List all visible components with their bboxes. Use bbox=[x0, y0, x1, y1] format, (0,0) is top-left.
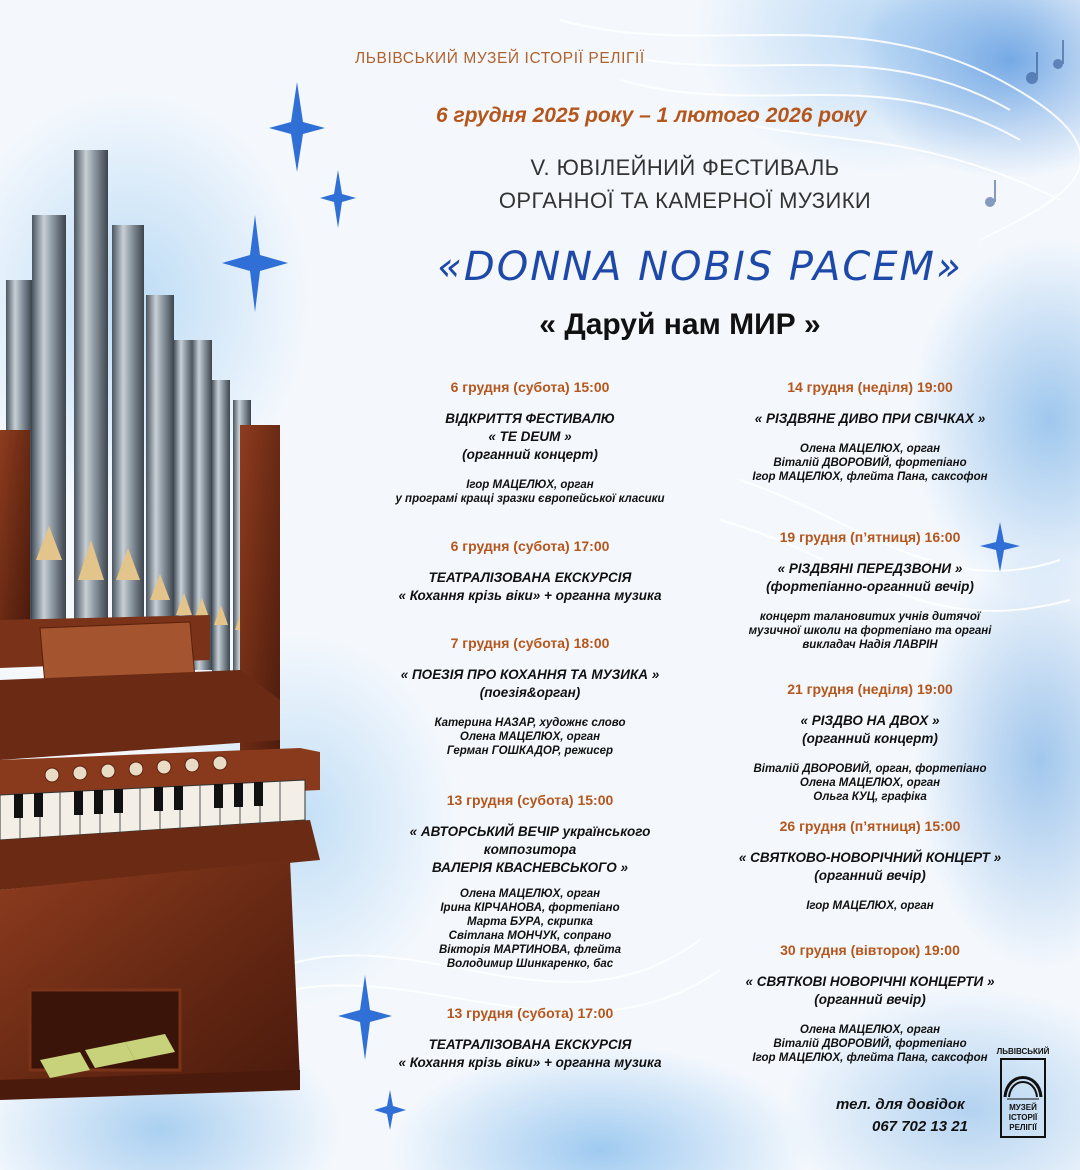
event-performers bbox=[700, 610, 1040, 652]
performer-line: Ігор МАЦЕЛЮХ, орган bbox=[806, 900, 934, 912]
event-performers bbox=[370, 478, 690, 506]
event-title-line: ТЕАТРАЛІЗОВАНА ЕКСКУРСІЯ bbox=[428, 570, 632, 585]
event-title-line: ТЕАТРАЛІЗОВАНА ЕКСКУРСІЯ bbox=[428, 1037, 632, 1052]
performer-line: Катерина НАЗАР, художнє слово bbox=[434, 717, 626, 729]
event-datetime: 6 грудня (субота) 15:00 bbox=[450, 379, 610, 395]
event-title-line: « TE DEUM » bbox=[488, 429, 572, 444]
organ-pipes-icon bbox=[6, 150, 251, 680]
event-title-line: (органний вечір) bbox=[814, 992, 926, 1007]
performer-line: Ігор МАЦЕЛЮХ, флейта Пана, саксофон bbox=[752, 1052, 988, 1064]
logo-line: РЕЛІГІЇ bbox=[1009, 1123, 1037, 1132]
performer-line: Герман ГОШКАДОР, режисер bbox=[446, 745, 614, 757]
event-datetime: 13 грудня (субота) 15:00 bbox=[446, 792, 614, 808]
performer-line: музичної школи на фортепіано та органі bbox=[748, 625, 992, 637]
festival-title-line2: ОРГАННОЇ ТА КАМЕРНОЇ МУЗИКИ bbox=[498, 188, 872, 213]
subtitle: « Даруй нам МИР » bbox=[539, 308, 821, 341]
event-card bbox=[700, 529, 1040, 652]
event-title-line: « Кохання крізь віки» + органна музика bbox=[398, 588, 662, 603]
event-datetime: 19 грудня (п’ятниця) 16:00 bbox=[779, 529, 961, 545]
performer-line: Володимир Шинкаренко, бас bbox=[446, 958, 614, 970]
museum-name: ЛЬВІВСЬКИЙ МУЗЕЙ ІСТОРІЇ РЕЛІГІЇ bbox=[355, 50, 645, 67]
event-title-line: « ПОЕЗІЯ ПРО КОХАННЯ ТА МУЗИКА » bbox=[400, 667, 660, 682]
museum-logo bbox=[995, 1047, 1051, 1139]
event-title-line: « РІЗДВЯНЕ ДИВО ПРИ СВІЧКАХ » bbox=[754, 411, 986, 426]
music-note-icon bbox=[985, 40, 1064, 207]
festival-dates: 6 грудня 2025 року – 1 лютого 2026 року bbox=[436, 104, 867, 127]
event-title-line: « РІЗДВО НА ДВОХ » bbox=[800, 713, 940, 728]
performer-line: Олена МАЦЕЛЮХ, орган bbox=[459, 731, 601, 743]
event-card bbox=[700, 681, 1040, 804]
event-datetime: 14 грудня (неділя) 19:00 bbox=[787, 379, 953, 395]
event-card bbox=[370, 379, 690, 506]
event-title-line: (органний концерт) bbox=[802, 731, 938, 746]
event-datetime: 7 грудня (субота) 18:00 bbox=[450, 635, 610, 651]
event-title-line: ВІДКРИТТЯ ФЕСТИВАЛЮ bbox=[445, 411, 615, 426]
performer-line: Ігор МАЦЕЛЮХ, флейта Пана, саксофон bbox=[752, 471, 988, 483]
event-datetime: 13 грудня (субота) 17:00 bbox=[446, 1005, 614, 1021]
contact-phone[interactable]: 067 702 13 21 bbox=[872, 1118, 968, 1135]
festival-title-line1: V. ЮВІЛЕЙНИЙ ФЕСТИВАЛЬ bbox=[530, 155, 840, 180]
performer-line: Олена МАЦЕЛЮХ, орган bbox=[799, 1024, 941, 1036]
event-card bbox=[370, 1005, 690, 1072]
performer-line: Олена МАЦЕЛЮХ, орган bbox=[459, 888, 601, 900]
event-title-line: « СВЯТКОВО-НОВОРІЧНИЙ КОНЦЕРТ » bbox=[738, 850, 1002, 865]
latin-title: «DONNA NOBIS PACEM» bbox=[437, 244, 963, 290]
performer-line: Віталій ДВОРОВИЙ, фортепіано bbox=[773, 1038, 967, 1050]
event-card bbox=[700, 818, 1040, 913]
performer-line: Олена МАЦЕЛЮХ, орган bbox=[799, 777, 941, 789]
logo-line: ІСТОРІЇ bbox=[1008, 1113, 1038, 1122]
performer-line: концерт талановитих учнів дитячої bbox=[759, 611, 981, 623]
performer-line: Ольга КУЦ, графіка bbox=[813, 791, 927, 803]
event-performers bbox=[370, 716, 690, 758]
event-card bbox=[370, 792, 690, 971]
event-performers bbox=[700, 762, 1040, 804]
event-title-line: « АВТОРСЬКИЙ ВЕЧІР українського bbox=[409, 824, 651, 839]
event-title-line: (фортепіанно-органний вечір) bbox=[766, 579, 974, 594]
event-title-line: (поезія&орган) bbox=[479, 685, 581, 700]
event-title-line: композитора bbox=[483, 842, 577, 857]
event-performers bbox=[700, 442, 1040, 484]
performer-line: Олена МАЦЕЛЮХ, орган bbox=[799, 443, 941, 455]
performer-line: Вікторія МАРТИНОВА, флейта bbox=[438, 944, 622, 956]
event-title-line: (органний концерт) bbox=[462, 447, 598, 462]
performer-line: викладач Надія ЛАВРІН bbox=[802, 639, 938, 651]
performer-line: Віталій ДВОРОВИЙ, фортепіано bbox=[773, 457, 967, 469]
event-card bbox=[700, 942, 1040, 1065]
performer-line: Світлана МОНЧУК, сопрано bbox=[448, 930, 612, 942]
event-title-line: « Кохання крізь віки» + органна музика bbox=[398, 1055, 662, 1070]
event-title-line: « СВЯТКОВІ НОВОРІЧНІ КОНЦЕРТИ » bbox=[745, 974, 995, 989]
performer-line: Марта БУРА, скрипка bbox=[467, 916, 593, 928]
logo-top-text: ЛЬВІВСЬКИЙ bbox=[996, 1047, 1050, 1056]
event-performers bbox=[370, 887, 690, 971]
event-datetime: 26 грудня (п’ятниця) 15:00 bbox=[779, 818, 961, 834]
event-card bbox=[370, 635, 690, 758]
event-performers bbox=[700, 1023, 1040, 1065]
event-performers bbox=[700, 899, 1040, 913]
logo-line: МУЗЕЙ bbox=[1009, 1103, 1037, 1112]
contact-label: тел. для довідок bbox=[836, 1096, 965, 1113]
event-title-line: (органний вечір) bbox=[814, 868, 926, 883]
performer-line: Ігор МАЦЕЛЮХ, орган bbox=[466, 479, 594, 491]
performer-line: у програмі кращі зразки європейської класики bbox=[395, 493, 665, 505]
event-card bbox=[700, 379, 1040, 484]
performer-line: Ірина КІРЧАНОВА, фортепіано bbox=[440, 902, 620, 914]
performer-line: Віталій ДВОРОВИЙ, орган, фортепіано bbox=[753, 763, 987, 775]
event-datetime: 21 грудня (неділя) 19:00 bbox=[787, 681, 953, 697]
event-datetime: 6 грудня (субота) 17:00 bbox=[450, 538, 610, 554]
event-title-line: « РІЗДВЯНІ ПЕРЕДЗВОНИ » bbox=[777, 561, 963, 576]
event-title-line: ВАЛЕРІЯ КВАСНЕВСЬКОГО » bbox=[431, 860, 629, 875]
event-card bbox=[370, 538, 690, 605]
event-datetime: 30 грудня (вівторок) 19:00 bbox=[780, 942, 960, 958]
